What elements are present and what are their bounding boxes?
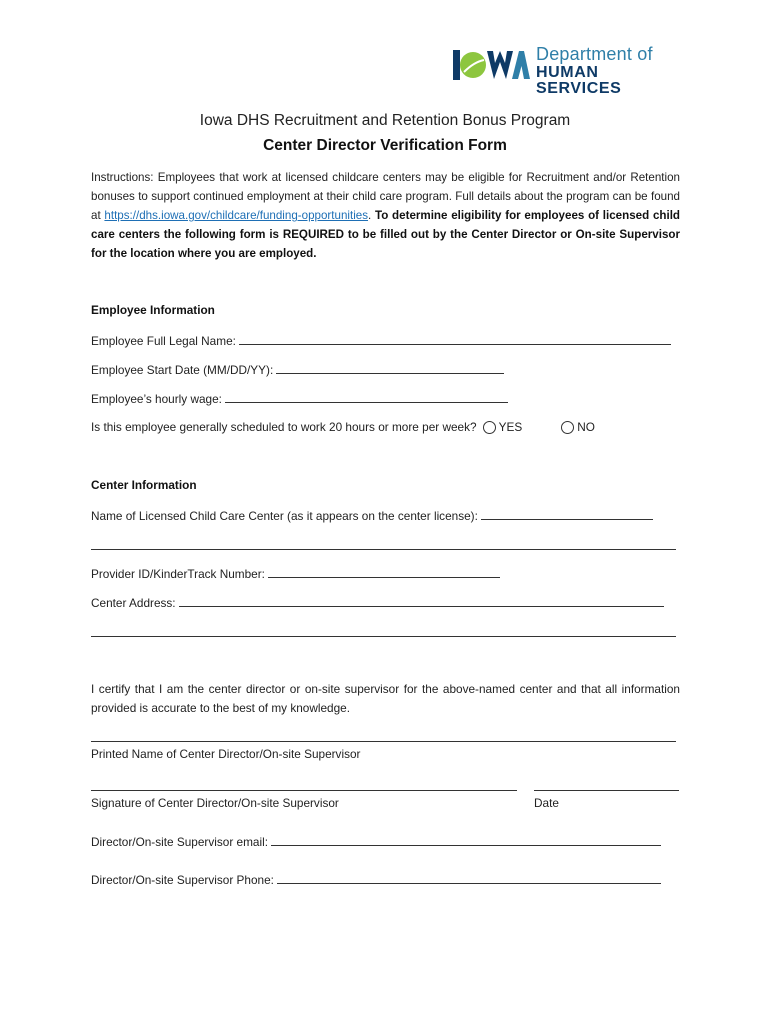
yes-label: YES <box>498 420 523 434</box>
instructions-requirement: To determine eligibility for employees of licensed child care centers the following form is REQUIRED to be filled out by the Center Director or On-site Supervisor for the location where you are employed. <box>91 209 680 260</box>
employee-name-row <box>91 332 671 348</box>
email-row <box>91 833 661 849</box>
instructions-text: Instructions: Employees that work at licensed childcare centers may be eligible for Recruitment and/or Retention bonuses to support continued employment at their child care program. Full details about the program can be found at <box>91 171 680 222</box>
provider-id-row <box>91 565 500 581</box>
instructions <box>91 168 680 263</box>
center-name-row <box>91 507 653 523</box>
center-address-label: Center Address: <box>91 596 176 610</box>
phone-row <box>91 871 661 887</box>
center-address-row <box>91 594 664 610</box>
center-info-heading: Center Information <box>91 478 197 492</box>
hourly-wage-label: Employee’s hourly wage: <box>91 392 222 406</box>
email-field[interactable] <box>271 833 661 846</box>
signature-label: Signature of Center Director/On-site Supervisor <box>91 796 339 810</box>
date-field[interactable] <box>534 790 679 791</box>
printed-name-label: Printed Name of Center Director/On-site Supervisor <box>91 747 361 761</box>
center-address-field[interactable] <box>179 594 664 607</box>
phone-label: Director/On-site Supervisor Phone: <box>91 873 274 887</box>
iowa-dhs-logo <box>452 44 684 97</box>
logo-department: Department of <box>536 44 653 64</box>
hourly-wage-row <box>91 390 508 406</box>
hours-question-row <box>91 420 595 434</box>
start-date-label: Employee Start Date (MM/DD/YY): <box>91 363 274 377</box>
instructions-punctuation: . <box>368 209 375 222</box>
certification-statement: I certify that I am the center director or on-site supervisor for the above-named center and that all information provided is accurate to the best of my knowledge. <box>91 682 680 715</box>
no-radio[interactable] <box>561 421 574 434</box>
date-label: Date <box>534 796 559 810</box>
program-title: Iowa DHS Recruitment and Retention Bonus Program <box>199 112 571 129</box>
signature-field[interactable] <box>91 790 517 791</box>
yes-radio[interactable] <box>483 421 496 434</box>
iowa-logo-mark <box>452 48 530 82</box>
funding-opportunities-link[interactable]: https://dhs.iowa.gov/childcare/funding-opportunities <box>104 209 369 222</box>
center-name-field[interactable] <box>481 507 653 520</box>
hours-question-label: Is this employee generally scheduled to work 20 hours or more per week? <box>91 420 477 434</box>
provider-id-label: Provider ID/KinderTrack Number: <box>91 567 265 581</box>
employee-name-label: Employee Full Legal Name: <box>91 334 236 348</box>
printed-name-field[interactable] <box>91 741 676 742</box>
provider-id-field[interactable] <box>268 565 500 578</box>
no-label: NO <box>577 420 595 434</box>
email-label: Director/On-site Supervisor email: <box>91 835 269 849</box>
center-name-field-continued[interactable] <box>91 549 676 550</box>
employee-name-field[interactable] <box>239 332 671 345</box>
phone-field[interactable] <box>277 871 661 884</box>
start-date-row <box>91 361 504 377</box>
center-address-field-continued[interactable] <box>91 636 676 637</box>
start-date-field[interactable] <box>276 361 504 374</box>
logo-human-services: HUMAN SERVICES <box>536 64 622 97</box>
logo-text <box>536 45 684 97</box>
form-title: Center Director Verification Form <box>263 137 507 154</box>
hourly-wage-field[interactable] <box>225 390 508 403</box>
employee-info-heading: Employee Information <box>91 303 215 317</box>
center-name-label: Name of Licensed Child Care Center (as it appears on the center license): <box>91 509 478 523</box>
